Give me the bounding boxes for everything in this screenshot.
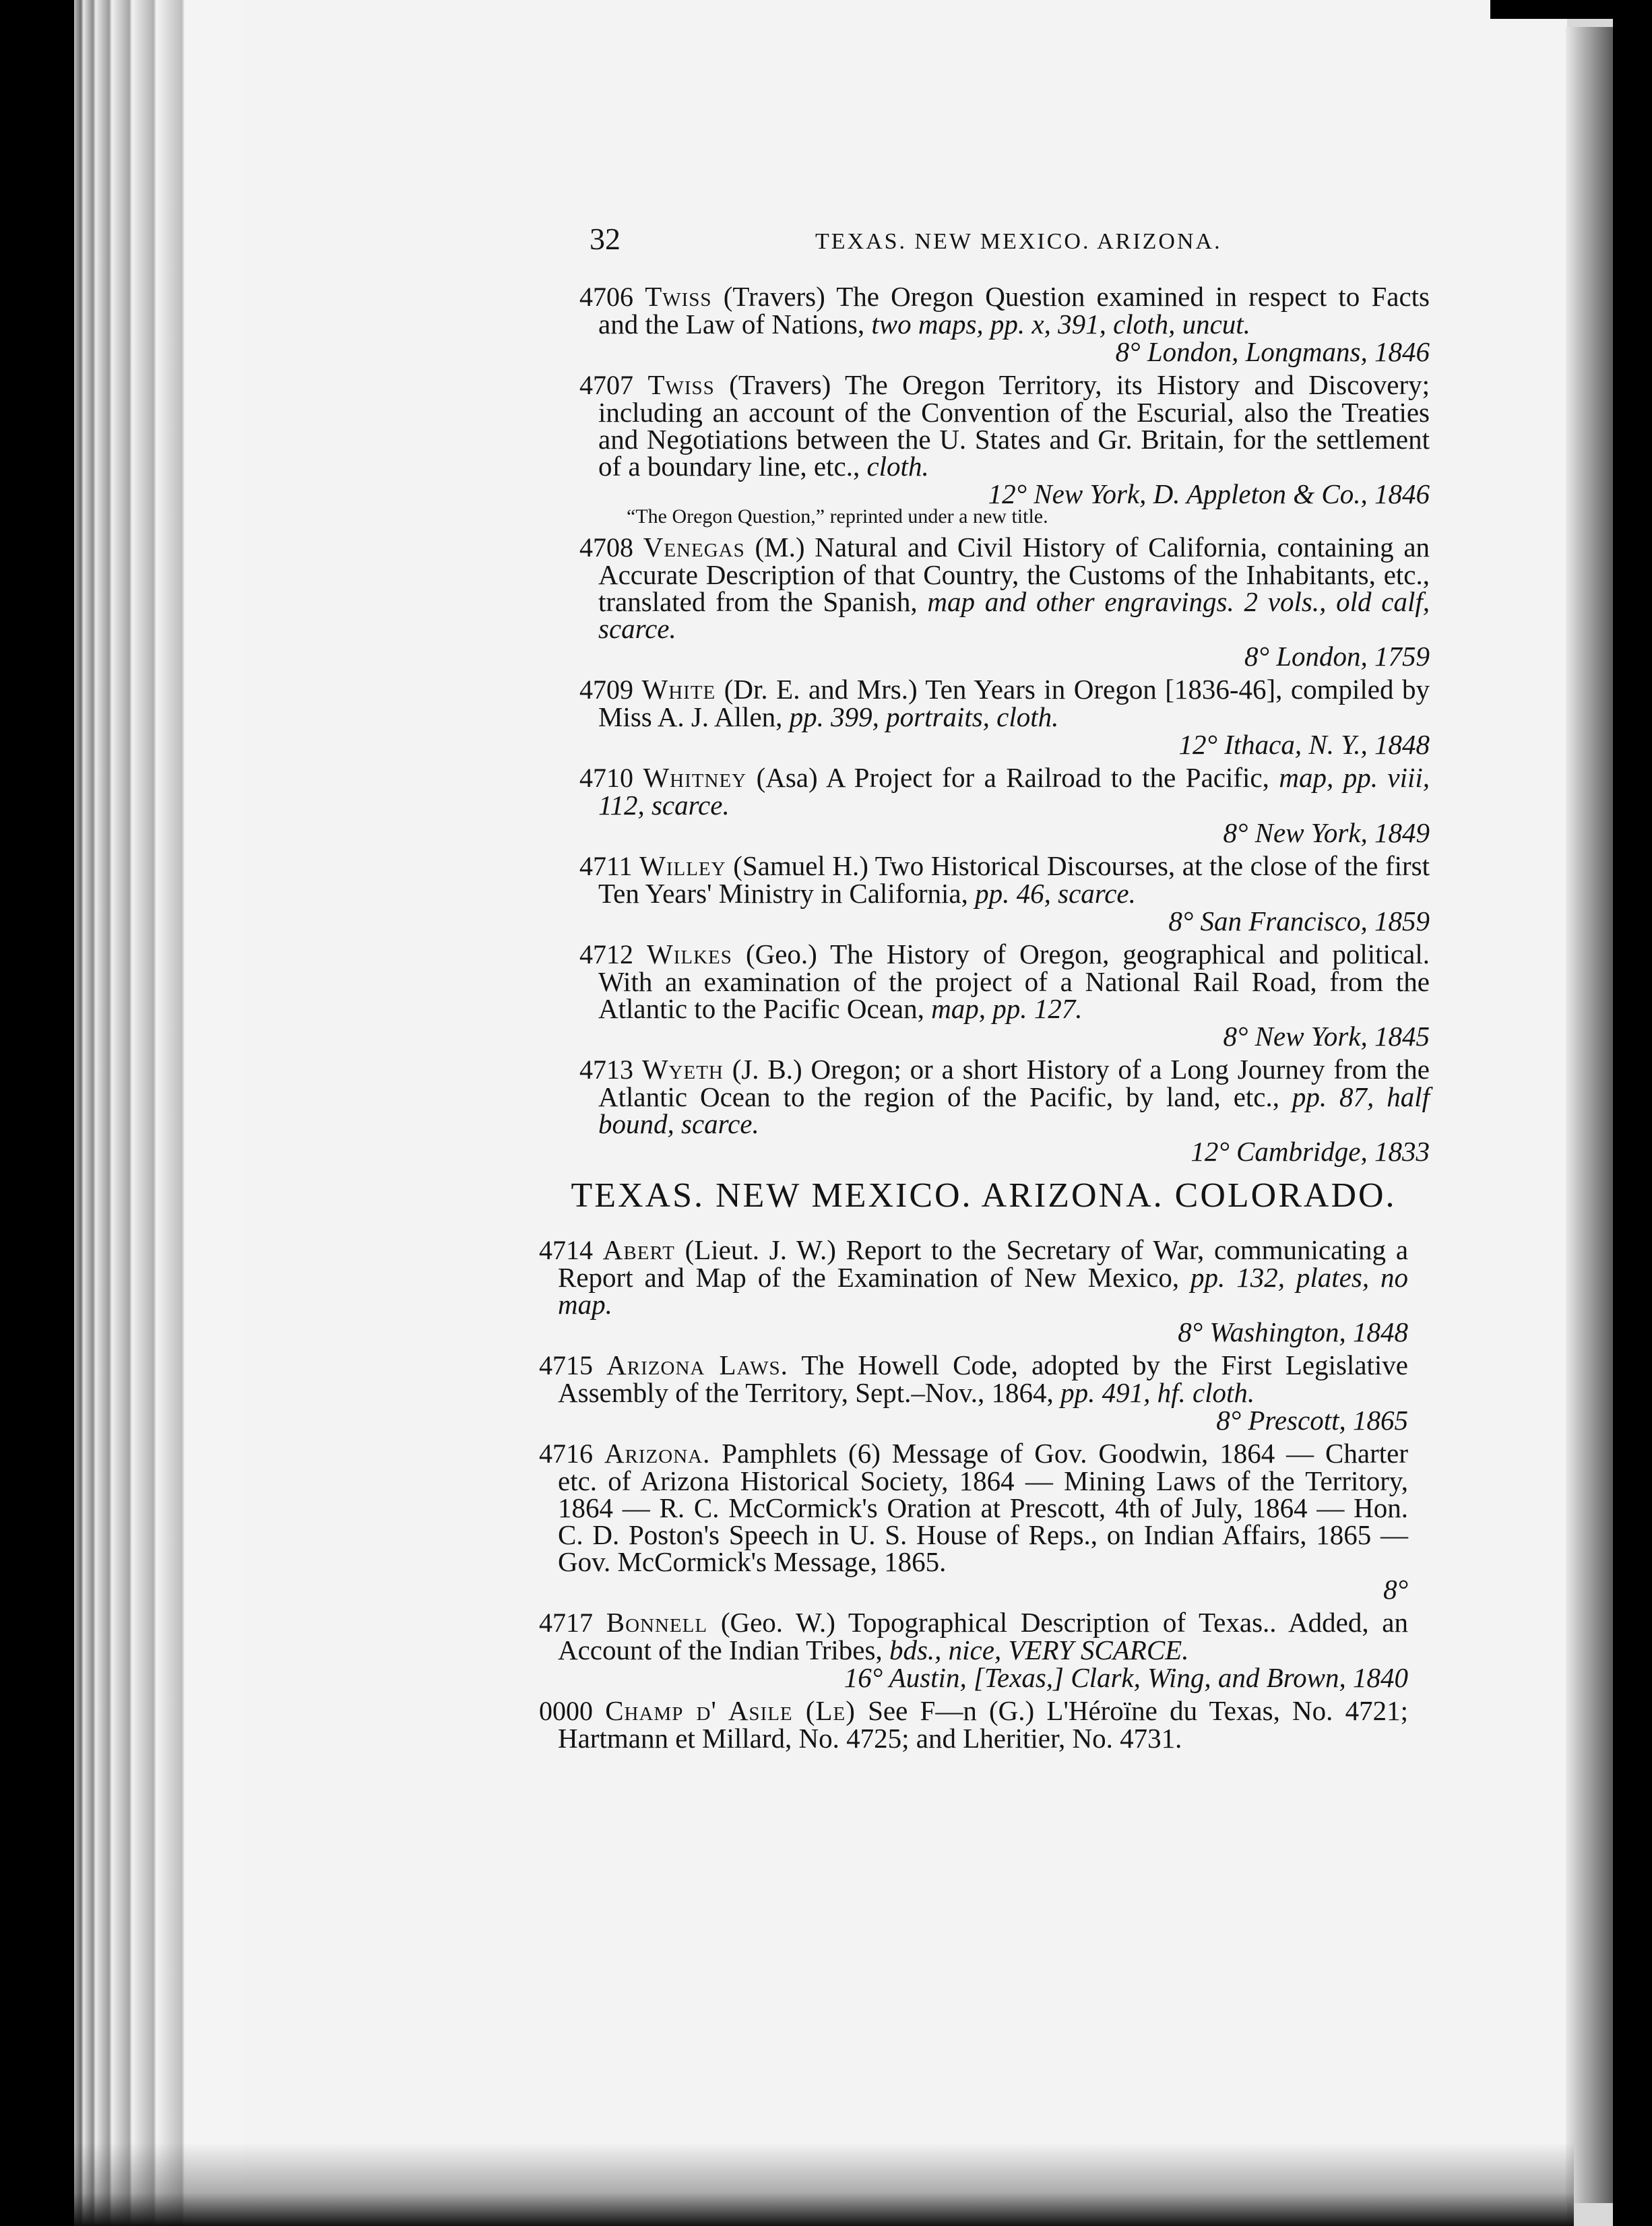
entry-text xyxy=(539,1609,1408,1663)
entry-description: (Travers) The Oregon Question examined in respect to Facts and the Law of Nations, xyxy=(598,281,1430,340)
entry-text xyxy=(539,1697,1408,1752)
entry-description: See F—n (G.) L'Héroïne du Texas, No. 4721; Hartmann et Millard, No. 4725; and Lheritier, No. 4731. xyxy=(558,1695,1408,1754)
entry-description: (Travers) The Oregon Territory, its History and Discovery; including an account of the Convention of the Escurial, also the Treaties and Negotiations between the U. States and Gr. Britain, for the settlement of a boundary line, etc., xyxy=(598,369,1430,482)
page-number: 32 xyxy=(590,222,621,256)
entry-collation: two maps, pp. x, 391, cloth, uncut. xyxy=(871,309,1250,340)
entry-collation: cloth. xyxy=(866,451,929,482)
entry-number: 4710 xyxy=(579,763,633,793)
entry-collation: pp. 491, hf. cloth. xyxy=(1060,1377,1255,1408)
entry-imprint: 8° xyxy=(1383,1574,1408,1605)
entry-imprint: 12° Cambridge, 1833 xyxy=(1190,1136,1430,1167)
catalog-entry xyxy=(539,1697,1408,1752)
gutter-shadow xyxy=(1566,27,1613,2203)
entry-note: “The Oregon Question,” reprinted under a new title. xyxy=(627,505,1048,528)
catalog-entry xyxy=(579,941,1430,1050)
entry-number: 4708 xyxy=(579,532,633,563)
entries-top xyxy=(579,283,1430,1171)
entry-imprint: 8° New York, 1845 xyxy=(1223,1021,1430,1052)
entry-text xyxy=(579,534,1430,642)
entry-author: Wilkes xyxy=(647,939,732,969)
entry-collation: pp. 46, scarce. xyxy=(975,878,1136,909)
entry-author: Venegas xyxy=(643,532,745,563)
entry-number: 4706 xyxy=(579,282,633,312)
entry-imprint: 8° Washington, 1848 xyxy=(1178,1316,1408,1347)
entry-number: 4707 xyxy=(579,370,633,400)
entry-imprint: 8° New York, 1849 xyxy=(1223,817,1430,848)
entry-imprint: 8° San Francisco, 1859 xyxy=(1168,905,1430,936)
page-edges xyxy=(74,0,243,2226)
entry-description: (Geo.) The History of Oregon, geographical and political. With an examination of the project of a National Rail Road, from the Atlantic to the Pacific Ocean, xyxy=(598,939,1430,1024)
running-head-title: TEXAS. NEW MEXICO. ARIZONA. xyxy=(815,229,1222,254)
entry-imprint: 8° Prescott, 1865 xyxy=(1216,1405,1408,1436)
entry-text xyxy=(579,764,1430,819)
catalog-entry xyxy=(539,1349,1409,1436)
entry-collation: map, pp. 127. xyxy=(931,993,1083,1024)
entry-imprint: 12° New York, D. Appleton & Co., 1846 xyxy=(988,478,1430,509)
entry-number: 4717 xyxy=(539,1608,593,1638)
entry-description: (M.) Natural and Civil History of California, containing an Accurate Description of that Country, the Customs of the Inhabitants, etc., translated from the Spanish, xyxy=(598,532,1430,617)
catalog-entry xyxy=(539,1609,1408,1692)
section-heading: TEXAS. NEW MEXICO. ARIZONA. COLORADO. xyxy=(571,1176,1397,1215)
entry-author: Wyeth xyxy=(641,1054,724,1085)
catalog-entry xyxy=(579,676,1430,759)
entry-number: 4709 xyxy=(579,674,633,705)
entry-description: (Geo. W.) Topographical Description of Texas.. Added, an Account of the Indian Tribes, xyxy=(558,1607,1409,1665)
entry-text xyxy=(539,1440,1408,1575)
entry-imprint: 16° Austin, [Texas,] Clark, Wing, and Brown, 1840 xyxy=(844,1662,1408,1693)
entry-author: Bonnell xyxy=(606,1607,708,1638)
running-head xyxy=(590,221,1411,261)
scan-border-top xyxy=(1490,0,1652,19)
entry-text xyxy=(539,1349,1409,1408)
entry-collation: pp. 87, half bound, scarce. xyxy=(598,1081,1430,1139)
entry-text xyxy=(579,371,1430,480)
entry-author: Twiss xyxy=(647,369,715,400)
scan-border-left xyxy=(0,0,74,2226)
entry-author: Arizona. xyxy=(604,1438,711,1469)
entry-author: White xyxy=(641,674,716,705)
entry-description: (Dr. E. and Mrs.) Ten Years in Oregon [1836-46], compiled by Miss A. J. Allen, xyxy=(598,674,1430,732)
entry-author: Willey xyxy=(639,850,726,881)
entry-text xyxy=(579,852,1430,907)
entry-text xyxy=(579,941,1430,1022)
scan-bottom-shadow xyxy=(74,2142,1574,2226)
entry-number: 4714 xyxy=(539,1235,593,1265)
scan-border-right xyxy=(1613,0,1652,2226)
entry-author: Arizona Laws. xyxy=(606,1349,788,1380)
entry-collation: map and other engravings. 2 vols., old calf, scarce. xyxy=(598,586,1430,644)
entry-author: Abert xyxy=(602,1234,675,1265)
entry-description: (J. B.) Oregon; or a short History of a Long Journey from the Atlantic Ocean to the region of the Pacific, by land, etc., xyxy=(598,1054,1430,1112)
entries-bottom xyxy=(539,1236,1408,1757)
entry-imprint: 8° London, 1759 xyxy=(1244,641,1430,672)
catalog-entry xyxy=(579,371,1430,528)
catalog-entry xyxy=(579,283,1430,366)
entry-collation: pp. 132, plates, no map. xyxy=(558,1262,1408,1320)
catalog-entry xyxy=(579,852,1430,935)
entry-description: (Asa) A Project for a Railroad to the Pacific, xyxy=(756,762,1269,793)
entry-text xyxy=(579,283,1430,338)
entry-collation: bds., nice, VERY SCARCE. xyxy=(889,1634,1189,1665)
entry-imprint: 8° London, Longmans, 1846 xyxy=(1115,336,1430,367)
entry-description: (Samuel H.) Two Historical Discourses, at the close of the first Ten Years' Ministry in California, xyxy=(598,850,1430,909)
entry-description: Pamphlets (6) Message of Gov. Goodwin, 1864 — Charter etc. of Arizona Historical Society, 1864 — Mining Laws of the Territory, 1864 — R. C. McCormick's Oration at Prescott, 4th of July, 1864 — Hon. C. D. Poston's Speech in U. S. House of Reps., on Indian Affairs, 1865 — Gov. McCormick's Message, 1865. xyxy=(558,1438,1408,1577)
entry-author: Champ d' Asile (Le) xyxy=(605,1695,856,1726)
catalog-entry xyxy=(579,1056,1430,1166)
entry-collation: map, pp. viii, 112, scarce. xyxy=(598,762,1430,821)
entry-number: 4712 xyxy=(579,939,633,969)
catalog-entry xyxy=(579,534,1430,670)
entry-number: 4716 xyxy=(539,1438,593,1469)
entry-number: 4711 xyxy=(579,851,633,881)
entry-collation: pp. 399, portraits, cloth. xyxy=(789,701,1059,732)
entry-number: 4715 xyxy=(539,1350,593,1380)
entry-number: 4713 xyxy=(579,1054,633,1085)
entry-description: (Lieut. J. W.) Report to the Secretary of War, communicating a Report and Map of the Examination of New Mexico, xyxy=(558,1234,1409,1293)
entry-number: 0000 xyxy=(539,1696,593,1726)
entry-author: Twiss xyxy=(645,281,712,312)
entry-text xyxy=(579,676,1430,730)
entry-author: Whitney xyxy=(643,762,747,793)
catalog-entry xyxy=(539,1236,1408,1346)
entry-description: The Howell Code, adopted by the First Legislative Assembly of the Territory, Sept.–Nov., 1864, xyxy=(558,1349,1409,1408)
entry-text xyxy=(579,1056,1430,1137)
catalog-entry xyxy=(579,764,1430,847)
catalog-entry xyxy=(539,1440,1408,1603)
entry-imprint: 12° Ithaca, N. Y., 1848 xyxy=(1178,729,1430,760)
entry-text xyxy=(539,1236,1408,1318)
